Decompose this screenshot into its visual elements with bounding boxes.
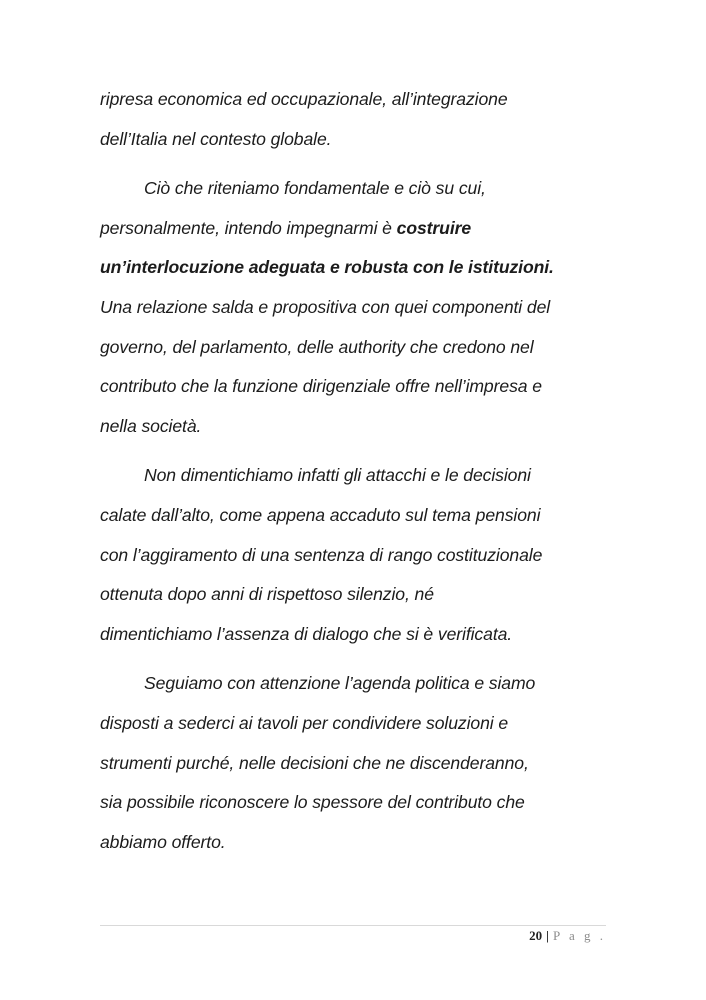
footer-separator: | xyxy=(546,928,549,943)
bold-text: costruire xyxy=(396,217,472,238)
footer-divider xyxy=(100,925,606,926)
bold-text-line: un’interlocuzione adeguata e robusta con le istituzioni. xyxy=(100,257,554,278)
text-line: con l’aggiramento di una sentenza di rango costituzionale xyxy=(100,544,543,565)
page-footer xyxy=(529,928,606,944)
text-line: sia possibile riconoscere lo spessore del contributo che xyxy=(100,792,525,813)
text-line: abbiamo offerto. xyxy=(100,831,226,852)
text-line: governo, del parlamento, delle authority che credono nel xyxy=(100,336,534,357)
text-line: contributo che la funzione dirigenziale offre nell’impresa e xyxy=(100,376,542,397)
page-number: 20 xyxy=(529,928,543,943)
body-text xyxy=(100,80,620,862)
paragraph-1 xyxy=(100,80,620,159)
text-line: calate dall’alto, come appena accaduto sul tema pensioni xyxy=(100,504,541,525)
text-segment: personalmente, intendo impegnarmi è xyxy=(100,217,397,238)
text-line: dimentichiamo l’assenza di dialogo che si è verificata. xyxy=(100,623,513,644)
text-line: Seguiamo con attenzione l’agenda politica e siamo xyxy=(144,673,536,694)
text-line: ripresa economica ed occupazionale, all’integrazione xyxy=(100,89,508,109)
paragraph-2 xyxy=(100,169,620,446)
text-line: disposti a sederci ai tavoli per condividere soluzioni e xyxy=(100,712,509,733)
text-line: nella società. xyxy=(100,415,202,436)
text-line: Non dimentichiamo infatti gli attacchi e le decisioni xyxy=(144,465,531,486)
page-label: P a g . xyxy=(552,928,606,943)
paragraph-4 xyxy=(100,664,620,862)
text-line: strumenti purché, nelle decisioni che ne discenderanno, xyxy=(100,752,529,773)
text-line-mixed xyxy=(100,209,620,249)
text-line: Una relazione salda e propositiva con quei componenti del xyxy=(100,296,551,317)
paragraph-3 xyxy=(100,456,620,654)
text-line: dell’Italia nel contesto globale. xyxy=(100,128,332,149)
text-line: Ciò che riteniamo fondamentale e ciò su cui, xyxy=(144,178,486,199)
text-line: ottenuta dopo anni di rispettoso silenzio, né xyxy=(100,584,434,605)
